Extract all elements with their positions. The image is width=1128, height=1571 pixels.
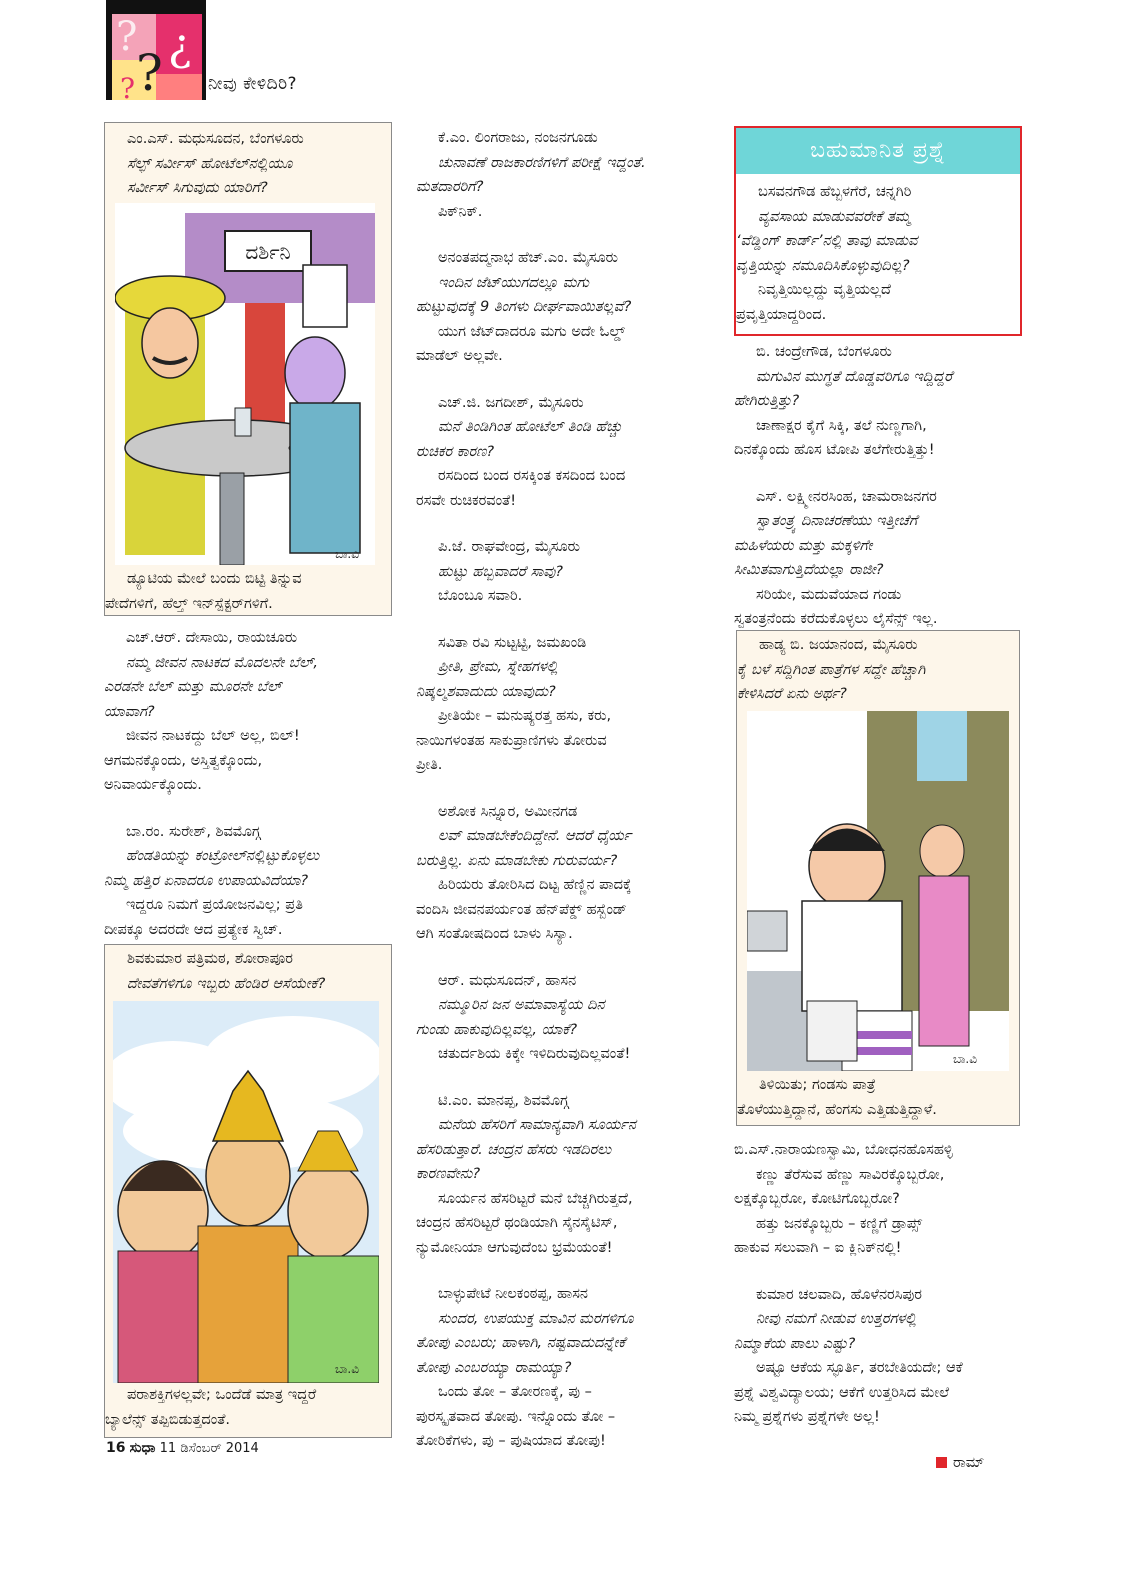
text-line: ರಸದಿಂದ ಬಂದ ರಸಕ್ಕಿಂತ ಕಸದಿಂದ ಬಂದ [438,468,626,484]
paragraph-gap [416,513,716,535]
text-line: ಚಾಣಾಕ್ಷರ ಕೈಗೆ ಸಿಕ್ಕಿ, ತಲೆ ನುಣ್ಣಗಾಗಿ, [756,417,927,434]
text-line: ಕಾರಣವೇನು? [416,1166,481,1182]
text-line: ಎಸ್. ಲಕ್ಷ್ಮೀನರಸಿಂಹ, ಚಾಮರಾಜನಗರ [756,488,937,505]
asker-name: ಶಿವಕುಮಾರ ಪತ್ರಿಮಠ, ಶೋರಾಪೂರ [127,951,293,967]
text-line: ಪಿಕ್‌ನಿಕ್. [438,203,483,220]
text-line: ಮಾಡೆಲ್ ಅಲ್ಲವೇ. [416,348,503,364]
red-square-icon [936,1457,947,1468]
text-line: ಚಂದ್ರನ ಹೆಸರಿಟ್ಟರೆ ಥಂಡಿಯಾಗಿ ಸೈನಸೈಟಿಸ್, [416,1215,618,1231]
answer-line: ಪರಾಶಕ್ತಿಗಳಲ್ಲವೇ; ಒಂದೆಡೆ ಮಾತ್ರ ಇದ್ದರೆ [127,1387,317,1403]
answer-line: ಬ್ಯಾಲೆನ್ಸ್ ತಪ್ಪಿಬಿಡುತ್ತದಂತೆ. [105,1411,231,1428]
cartoon-box-1 [104,122,392,616]
text-line: ಆರ್. ಮಧುಸೂದನ್, ಹಾಸನ [438,972,577,989]
text-line: ತೋಪು ಎಂಬರು; ಹಾಳಾಗಿ, ನಷ್ಟವಾದುದನ್ನೇಕೆ [416,1335,626,1351]
page-number: 16 [106,1440,126,1456]
text-line: ಅನಂತಪದ್ಮನಾಭ ಹೆಚ್.ಎಂ. ಮೈಸೂರು [438,250,618,266]
text-line: ಯಾವಾಗ? [104,703,155,720]
asker-name: ಎಂ.ಎಸ್. ಮಧುಸೂದನ, ಬೆಂಗಳೂರು [127,131,304,147]
question-line: ಸೆಲ್ಫ್ ಸರ್ವೀಸ್ ಹೋಟೆಲ್‌ನಲ್ಲಿಯೂ [127,155,293,172]
text-line: ಬೊಂಬೂ ಸವಾರಿ. [438,588,523,604]
column-1-text [104,626,394,942]
text-line: ಹೆಂಡತಿಯನ್ನು ಕಂಟ್ರೋಲ್‌ನಲ್ಲಿಟ್ಟುಕೊಳ್ಳಲು [126,848,320,864]
text-line: ಸೀಮಿತವಾಗುತ್ತಿದೆಯಲ್ಲಾ ರಾಜೀ? [734,562,884,578]
cartoon-box-2 [104,944,392,1438]
text-line: ಯುಗ ಜೆಟ್‌ದಾದರೂ ಮಗು ಅದೇ ಓಲ್ಡ್ [438,323,626,340]
paragraph-gap [734,1261,1034,1283]
svg-text:?: ? [136,44,163,100]
text-line: ನಿಮ್ಮ ಪ್ರಶ್ನೆಗಳು ಪ್ರಶ್ನೆಗಳೇ ಅಲ್ಲ! [734,1409,880,1425]
text-line: ಹಿರಿಯರು ತೋರಿಸಿದ ದಿಟ್ಟ ಹೆಣ್ಣಿನ ಪಾದಕ್ಕೆ [438,877,632,893]
prize-heading: ಬಹುಮಾನಿತ ಪ್ರಶ್ನೆ [736,128,1020,174]
answer-line: ತೊಳೆಯುತ್ತಿದ್ದಾನೆ, ಹೆಂಗಸು ಎತ್ತಿಡುತ್ತಿದ್ದಾಳೆ. [737,1101,937,1118]
text-line: ಆಗಮನಕ್ಕೊಂದು, ಅಸ್ತಿತ್ವಕ್ಕೊಂದು, [104,752,263,769]
text-line: ಬಿ. ಚಂದ್ರೇಗೌಡ, ಬೆಂಗಳೂರು [756,344,892,360]
text-line: ಒಂದು ತೋ – ತೋರಣಕ್ಕೆ, ಪು – [438,1384,592,1400]
text-line: ನ್ಯುಮೋನಿಯಾ ಆಗುವುದೆಂಬ ಭ್ರಮೆಯಂತೆ! [416,1239,613,1256]
text-line: ಸರಿಯೇ, ಮದುವೆಯಾದ ಗಂಡು [756,586,902,603]
answer-line: ನಿವೃತ್ತಿಯಿಲ್ಲದ್ದು ವೃತ್ತಿಯಲ್ಲದೆ [758,282,891,298]
text-line: ಮಹಿಳೆಯರು ಮತ್ತು ಮಕ್ಕಳಿಗೇ [734,537,873,554]
artist-signature: ಬಾ.ವಿ [335,1362,359,1376]
text-line: ನಮ್ಮೂರಿನ ಜನ ಅಮಾವಾಸ್ಯೆಯ ದಿನ [438,997,605,1013]
text-line: ಟಿ.ಎಂ. ಮಾನಪ್ಪ, ಶಿವಮೊಗ್ಗ [438,1092,569,1109]
text-line: ನಾಯಿಗಳಂತಹ ಸಾಕುಪ್ರಾಣಿಗಳು ತೋರುವ [416,732,607,749]
text-line: ಸುಂದರ, ಉಪಯುಕ್ತ ಮಾವಿನ ಮರಗಳಿಗೂ [438,1310,634,1327]
question-line: ಕೇಳಿಸಿದರೆ ಏನು ಅರ್ಥ? [737,686,847,702]
question-line: ಸರ್ವೀಸ್ ಸಿಗುವುದು ಯಾರಿಗೆ? [127,180,268,196]
answer-line: ತಿಳಿಯಿತು; ಗಂಡಸು ಪಾತ್ರೆ [759,1077,876,1093]
question-line: ಕೈ ಬಳೆ ಸದ್ದಿಗಿಂತ ಪಾತ್ರೆಗಳ ಸದ್ದೇ ಹೆಚ್ಚಾಗಿ [737,661,926,678]
paragraph-gap [416,609,716,631]
section-logo [106,0,206,100]
text-line: ಮನೆಯ ಹೆಸರಿಗೆ ಸಾಮಾನ್ಯವಾಗಿ ಸೂರ್ಯನ [438,1117,636,1133]
text-line: ಮಗುವಿನ ಮುಗ್ಧತೆ ದೊಡ್ಡವರಿಗೂ ಇದ್ದಿದ್ದರೆ [756,368,953,385]
text-line: ಅಷ್ಟೂ ಆಕೆಯ ಸ್ಫೂರ್ತಿ, ತರಬೇತಿಯದೇ; ಆಕೆ [756,1360,963,1376]
cartoon-illustration [115,203,375,565]
question-line: ವೃತ್ತಿಯನ್ನು ನಮೂದಿಸಿಕೊಳ್ಳುವುದಿಲ್ಲ? [736,257,910,274]
text-line: ಹುಟ್ಟು ಹಬ್ಬವಾದರೆ ಸಾವು? [438,563,563,580]
text-line: ಅಶೋಕ ಸಿನ್ನೂರ, ಅಮೀನಗಡ [438,803,578,820]
text-line: ಬಾ.ರಂ. ಸುರೇಶ್, ಶಿವಮೊಗ್ಗ [126,823,261,840]
text-line: ಚತುರ್ದಶಿಯ ಕಿಕ್ಕೇ ಇಳಿದಿರುವುದಿಲ್ಲವಂತೆ! [438,1046,631,1062]
answer-line: ಪ್ರವೃತ್ತಿಯಾದ್ದರಿಂದ. [736,306,827,323]
text-line: ಲಕ್ಷಕ್ಕೊಬ್ಬರೋ, ಕೋಟಿಗೊಬ್ಬರೋ? [734,1191,900,1207]
question-mark-logo-icon [106,0,206,100]
asker-name: ಹಾಡ್ಯ ಬಿ. ಜಯಾನಂದ, ಮೈಸೂರು [759,637,918,653]
section-title: ನೀವು ಕೇಳಿದಿರಿ? [208,74,298,94]
text-line: ಹಾಕುವ ಸಲುವಾಗಿ – ಐ ಕ್ಲಿನಿಕ್‌ನಲ್ಲಿ! [734,1240,902,1256]
text-line: ಸವಿತಾ ರವಿ ಸುಟ್ಟಟ್ಟಿ, ಜಮಖಂಡಿ [438,634,587,651]
text-line: ಪ್ರೀತಿಯೇ – ಮನುಷ್ಯರತ್ತ ಹಸು, ಕರು, [438,708,612,724]
text-line: ಬಾಳ್ಳುಪೇಟೆ ನೀಲಕಂಠಪ್ಪ, ಹಾಸನ [438,1286,588,1302]
text-line: ತೋಪು ಎಂಬರಯ್ಯಾ ರಾಮಯ್ಯಾ? [416,1359,572,1376]
text-line: ತೋರಿಕೆಗಳು, ಪು – ಪುಷಿಯಾದ ತೋಪು! [416,1433,606,1449]
text-line: ಪ್ರೀತಿ. [416,757,443,773]
text-line: ಬರುತ್ತಿಲ್ಲ. ಏನು ಮಾಡಬೇಕು ಗುರುವರ್ಯ? [416,852,618,869]
text-line: ದೀಪಕ್ಕೂ ಅದರದೇ ಆದ ಪ್ರತ್ಯೇಕ ಸ್ವಿಚ್. [104,921,283,938]
text-line: ಚುನಾವಣೆ ರಾಜಕಾರಣಿಗಳಿಗೆ ಪರೀಕ್ಷೆ ಇದ್ದಂತೆ. [438,154,646,171]
text-line: ಇಂದಿನ ಜೆಟ್‌ಯುಗದಲ್ಲೂ ಮಗು [438,274,589,291]
text-line: ಎಚ್.ಆರ್. ದೇಸಾಯಿ, ರಾಯಚೂರು [126,630,298,646]
text-line: ವಂದಿಸಿ ಜೀವನಪರ್ಯಂತ ಹೆನ್‌ಪೆಕ್ಡ್ ಹಸ್ಬೆಂಡ್ [416,901,627,918]
text-line: ಕುಮಾರ ಚಲವಾದಿ, ಹೊಳೆನರಸಿಪುರ [756,1286,922,1303]
magazine-name: ಸುಧಾ [129,1440,156,1456]
artist-signature: ಬಾ.ವಿ [953,1052,977,1066]
text-line: ಸ್ವಾತಂತ್ರ್ಯ ದಿನಾಚರಣೆಯು ಇತ್ತೀಚೆಗೆ [756,513,918,529]
text-line: ನಿಮ್ಮಾಕೆಯ ಪಾಲು ಎಷ್ಟು? [734,1335,856,1352]
text-line: ಕೆ.ಎಂ. ಲಿಂಗರಾಜು, ನಂಜನಗೂಡು [438,130,598,146]
text-line: ಬಿ.ಎಸ್.ನಾರಾಯಣಸ್ವಾಮಿ, ಬೋಧನಹೊಸಹಳ್ಳಿ [734,1142,953,1158]
prize-question-box [734,126,1022,336]
text-line: ಆಗಿ ಸಂತೋಷದಿಂದ ಬಾಳು ಸಿಸ್ಯಾ. [416,926,573,942]
cartoon-illustration [113,1001,379,1383]
text-line: ಸೂರ್ಯನ ಹೆಸರಿಟ್ಟರೆ ಮನೆ ಬೆಚ್ಚಗಿರುತ್ತದೆ, [438,1190,633,1207]
svg-text:?: ? [116,14,138,60]
paragraph-gap [104,798,394,820]
cartoon-illustration [747,711,1009,1071]
text-line: ನಿಷ್ಕಲ್ಮಶವಾದುದು ಯಾವುದು? [416,683,556,700]
page-footer [106,1440,259,1456]
question-line: ದೇವತೆಗಳಿಗೂ ಇಬ್ಬರು ಹೆಂಡಿರ ಆಸೆಯೇಕೆ? [127,975,326,992]
text-line: ಮತದಾರರಿಗೆ? [416,179,484,195]
answer-line: ಡ್ಯೂಟಿಯ ಮೇಲೆ ಬಂದು ಬಿಟ್ಟಿ ತಿನ್ನುವ [127,571,302,587]
text-line: ಪ್ರೀತಿ, ಪ್ರೇಮ, ಸ್ನೇಹಗಳಲ್ಲಿ [438,659,558,675]
paragraph-gap [734,463,1024,485]
asker-name: ಬಸವನಗೌಡ ಹೆಬ್ಬಳಗೆರೆ, ಚನ್ನಗಿರಿ [758,184,912,200]
column-3-lower-text [734,1138,1034,1430]
author-signature [936,1455,984,1471]
column-3-upper-text [734,340,1024,632]
text-line: ಹೆಸರಿಡುತ್ತಾರೆ. ಚಂದ್ರನ ಹೆಸರು ಇಡದಿರಲು [416,1141,612,1158]
paragraph-gap [416,947,716,969]
text-line: ನಿಮ್ಮ ಹತ್ತಿರ ಏನಾದರೂ ಉಪಾಯವಿದೆಯಾ? [104,872,309,889]
text-line: ಲವ್ ಮಾಡಬೇಕೆಂದಿದ್ದೇನೆ. ಆದರೆ ಧೈರ್ಯ [438,828,632,844]
sign-text: ದರ್ಶಿನಿ [245,240,291,264]
text-line: ಪುರಸ್ಕೃತವಾದ ತೋಪು. ಇನ್ನೊಂದು ತೋ – [416,1408,616,1425]
question-line: ವ್ಯವಸಾಯ ಮಾಡುವವರೇಕೆ ತಮ್ಮ [758,208,911,225]
text-line: ನೀವು ನಮಗೆ ನೀಡುವ ಉತ್ತರಗಳಲ್ಲಿ [756,1311,917,1327]
text-line: ದಿನಕ್ಕೊಂದು ಹೊಸ ಟೋಪಿ ತಲೆಗೇರುತ್ತಿತ್ತು! [734,442,935,458]
text-line: ಕಣ್ಣು ತೆರೆಸುವ ಹೆಣ್ಣು ಸಾವಿರಕ್ಕೊಬ್ಬರೋ, [756,1166,945,1183]
paragraph-gap [416,224,716,246]
text-line: ರುಚಿಕರ ಕಾರಣ? [416,443,495,460]
text-line: ಹುಟ್ಟುವುದಕ್ಕೆ 9 ತಿಂಗಳು ದೀರ್ಘವಾಯಿತಲ್ಲವೆ? [416,299,632,315]
text-line: ಮನೆ ತಿಂಡಿಗಿಂತ ಹೋಟೆಲ್ ತಿಂಡಿ ಹೆಚ್ಚು [438,419,623,435]
answer-line: ಪೇದೆಗಳಿಗೆ, ಹೆಲ್ತ್ ಇನ್‌ಸ್ಪೆಕ್ಟರ್‌ಗಳಿಗೆ. [105,595,273,612]
issue-date: 11 ಡಿಸೆಂಬರ್ 2014 [159,1441,259,1456]
paragraph-gap [416,369,716,391]
text-line: ಎಚ್.ಜಿ. ಜಗದೀಶ್, ಮೈಸೂರು [438,394,584,411]
text-line: ಹೇಗಿರುತ್ತಿತ್ತು? [734,393,800,409]
question-line: ‘ವೆಡ್ಡಿಂಗ್ ಕಾರ್ಡ್’ನಲ್ಲಿ ತಾವು ಮಾಡುವ [736,233,918,249]
text-line: ರಸವೇ ರುಚಿಕರವಂತೆ! [416,492,517,509]
text-line: ಹತ್ತು ಜನಕ್ಕೊಬ್ಬರು – ಕಣ್ಣಿಗೆ ಡ್ರಾಪ್ಸ್ [756,1215,923,1232]
text-line: ನಮ್ಮ ಜೀವನ ನಾಟಕದ ಮೊದಲನೇ ಬೆಲ್, [126,654,318,671]
cartoon-box-3 [736,630,1020,1126]
paragraph-gap [416,1067,716,1089]
text-line: ಸ್ವತಂತ್ರನೆಂದು ಕರೆದುಕೊಳ್ಳಲು ಲೈಸೆನ್ಸ್ ಇಲ್ಲ. [734,611,938,627]
svg-text:?: ? [120,72,136,100]
paragraph-gap [416,778,716,800]
text-line: ಜೀವನ ನಾಟಕದ್ದು ಬೆಲ್ ಅಲ್ಲ, ಬಿಲ್! [126,728,300,744]
column-2-text [416,126,716,1454]
text-line: ಗುಂಡು ಹಾಕುವುದಿಲ್ಲವಲ್ಲ, ಯಾಕೆ? [416,1021,578,1038]
text-line: ಪಿ.ಜೆ. ರಾಘವೇಂದ್ರ, ಮೈಸೂರು [438,539,580,555]
text-line: ಎರಡನೇ ಬೆಲ್ ಮತ್ತು ಮೂರನೇ ಬೆಲ್ [104,679,282,695]
text-line: ಅನಿವಾರ್ಯಕ್ಕೊಂದು. [104,777,202,793]
text-line: ಇದ್ದರೂ ನಿಮಗೆ ಪ್ರಯೋಜನವಿಲ್ಲ; ಪ್ರತಿ [126,897,303,913]
artist-signature: ಬಾ.ವಿ [335,547,359,561]
paragraph-gap [416,1260,716,1282]
author-name: ರಾಮ್ [953,1455,985,1471]
svg-text:¿: ¿ [168,20,192,71]
text-line: ಪ್ರಶ್ನೆ ವಿಶ್ವವಿದ್ಯಾಲಯ; ಆಕೆಗೆ ಉತ್ತರಿಸಿದ ಮೇಲೆ [734,1384,950,1401]
